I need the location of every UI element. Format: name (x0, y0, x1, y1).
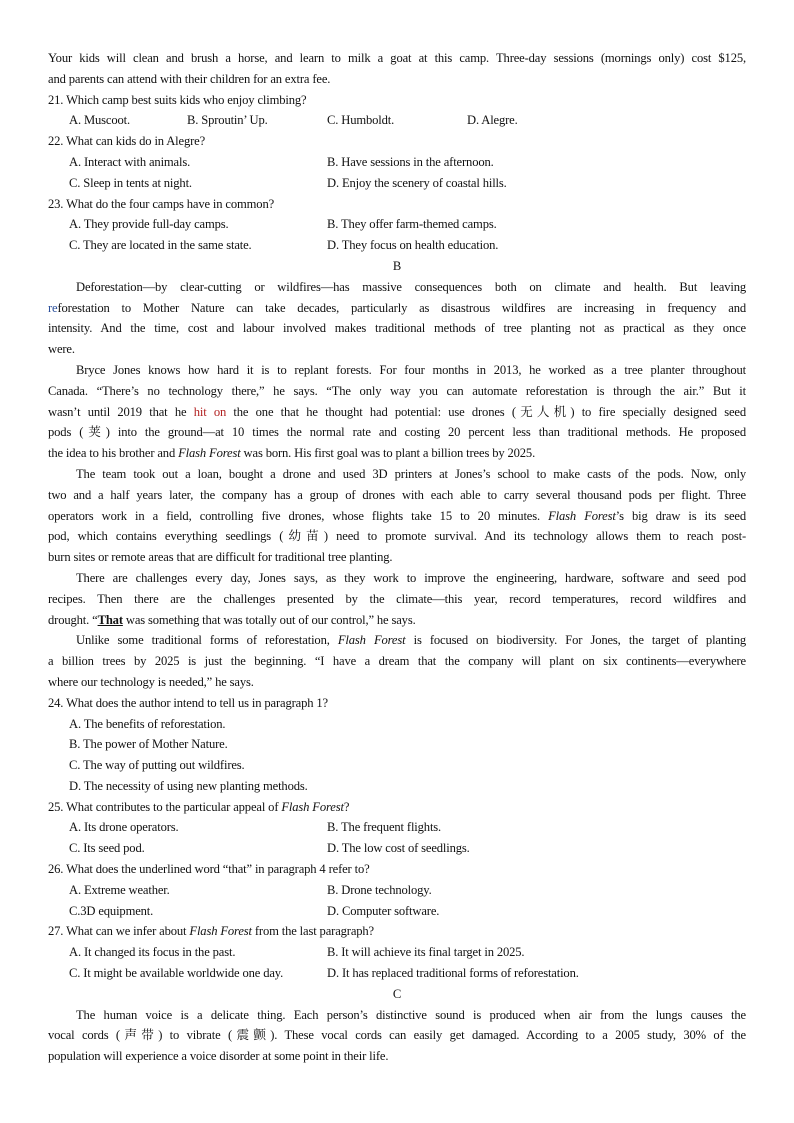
paragraph-line (48, 381, 746, 402)
answer-option: D. The necessity of using new planting methods. (69, 778, 308, 793)
text-run: pod, which contains everything seedlings (幼苗) need to promote survival. And its technology allows them to reach post- (48, 529, 746, 544)
question (48, 693, 746, 714)
paragraph-line (48, 298, 746, 319)
italic-title: Flash Forest (337, 633, 406, 648)
answer-option: C. Sleep in tents at night. (69, 175, 192, 190)
paragraph-line (48, 360, 746, 381)
answer-option: B. It will achieve its final target in 2025. (327, 945, 525, 960)
paragraph-line (48, 610, 746, 631)
text-run: and parents can attend with their children for an extra fee. (48, 71, 331, 86)
options-row (48, 152, 746, 173)
paragraph-line (48, 526, 746, 547)
answer-option: B. Drone technology. (327, 882, 432, 897)
text-run: 22. What can kids do in Alegre? (48, 134, 206, 149)
paragraph-line (48, 568, 746, 589)
answer-option: A. They provide full-day camps. (69, 217, 229, 232)
text-run: wasn’t until 2019 that he (48, 404, 194, 419)
text-run: forestation to Mother Nature can take decades, particularly as disastrous wildfires are increasing in frequency and (57, 300, 746, 315)
paragraph-line (48, 630, 746, 651)
text-run: drought. “ (48, 612, 98, 627)
text-run: Canada. “There’s no technology there,” he says. “The only way you can automate reforestation is through the air.” But it (48, 383, 746, 398)
options-row (48, 173, 746, 194)
answer-option: D. They focus on health education. (327, 238, 499, 253)
paragraph-line (48, 672, 746, 693)
paragraph-line (48, 547, 746, 568)
question (48, 797, 746, 818)
answer-option: A. Its drone operators. (69, 820, 179, 835)
paragraph-line (48, 1005, 746, 1026)
text-run: There are challenges every day, Jones says, as they work to improve the engineering, hardware, software and seed pod (76, 570, 746, 585)
text-run: recipes. Then there are the challenges presented by the climate—this year, record temperatures, record wildfires and (48, 591, 746, 606)
section-label: C (392, 986, 402, 1001)
highlighted-text: hit on (193, 404, 227, 419)
italic-title: Flash Forest (548, 508, 616, 523)
italic-title: Flash Forest (281, 799, 344, 814)
options-row (48, 901, 746, 922)
text-run: operators work in a field, controlling five drones, whose flights take 15 to 20 minutes. (48, 508, 549, 523)
answer-option: D. Alegre. (467, 113, 518, 128)
italic-title: Flash Forest (178, 446, 241, 461)
text-run: the one that he thought had potential: use drones (无人机) to fire specially designed seed (226, 404, 746, 419)
paragraph-line (48, 589, 746, 610)
paragraph-line (48, 48, 746, 69)
paragraph-line (48, 339, 746, 360)
question (48, 921, 746, 942)
paragraph-line (48, 277, 746, 298)
text-run: was born. His first goal was to plant a billion trees by 2025. (240, 446, 536, 461)
text-run: Unlike some traditional forms of reforestation, (76, 633, 338, 648)
text-run: 24. What does the author intend to tell us in paragraph 1? (48, 695, 328, 710)
text-run: Your kids will clean and brush a horse, and learn to milk a goat at this camp. Three-day sessions (mornings only) cost $125, (48, 51, 746, 65)
text-run: ? (343, 799, 350, 814)
question (48, 859, 746, 880)
text-run: were. (48, 342, 75, 357)
answer-option: A. The benefits of reforestation. (69, 716, 226, 731)
text-run: Bryce Jones knows how hard it is to replant forests. For four months in 2013, he worked as a tree planter throughout (76, 362, 746, 377)
text-run: intensity. And the time, cost and labour involved makes traditional methods of tree planting not as practical as they once (48, 321, 746, 336)
answer-option: D. The low cost of seedlings. (327, 841, 470, 856)
options-row (48, 110, 746, 131)
paragraph-line (48, 318, 746, 339)
question (48, 194, 746, 215)
text-run: population will experience a voice disorder at some point in their life. (48, 1049, 389, 1064)
paragraph-line (48, 464, 746, 485)
answer-option: C. Humboldt. (327, 113, 395, 128)
paragraph-line (48, 422, 746, 443)
text-run: Deforestation—by clear-cutting or wildfires—has massive consequences both on climate and health. But leaving (76, 279, 746, 294)
text-run: The human voice is a delicate thing. Each person’s distinctive sound is produced when air from the lungs causes the (76, 1007, 746, 1022)
text-run: 23. What do the four camps have in common? (48, 196, 275, 211)
answer-option: D. Computer software. (327, 903, 440, 918)
text-run: two and a half years later, the company has a group of drones with each able to carry several thousand pods per flight. Three (48, 487, 746, 502)
paragraph-line (48, 1046, 746, 1067)
answer-option: B. Have sessions in the afternoon. (327, 154, 494, 169)
text-run: the idea to his brother and (48, 446, 179, 461)
answer-option: C. Its seed pod. (69, 841, 145, 856)
answer-option: C. The way of putting out wildfires. (69, 758, 245, 773)
section-label: B (392, 258, 402, 273)
text-run: The team took out a loan, bought a drone and used 3D printers at Jones’s school to make casts of the pods. Now, only (76, 466, 746, 481)
answer-option: B. Sproutin’ Up. (187, 113, 268, 128)
options-row (48, 817, 746, 838)
options-row (48, 235, 746, 256)
question (48, 131, 746, 152)
answer-option: B. They offer farm-themed camps. (327, 217, 497, 232)
answer-option: A. Muscoot. (69, 113, 130, 128)
text-run: 27. What can we infer about (48, 924, 190, 939)
answer-option: A. Extreme weather. (69, 882, 170, 897)
text-run: 25. What contributes to the particular appeal of (48, 799, 282, 814)
answer-option: C. It might be available worldwide one day. (69, 966, 284, 981)
text-run: from the last paragraph? (251, 924, 374, 939)
options-row (48, 714, 746, 735)
options-row (48, 734, 746, 755)
answer-option: A. Interact with animals. (69, 154, 191, 169)
answer-option: A. It changed its focus in the past. (69, 945, 236, 960)
text-run: is focused on biodiversity. For Jones, the target of planting (405, 633, 746, 648)
options-row (48, 776, 746, 797)
text-run: pods (荚) into the ground—at 10 times the normal rate and costing 20 percent less than traditional methods. He proposed (48, 425, 746, 440)
text-run: 21. Which camp best suits kids who enjoy climbing? (48, 92, 307, 107)
text-run: was something that was totally out of our control,” he says. (122, 612, 416, 627)
options-row (48, 963, 746, 984)
answer-option: C. They are located in the same state. (69, 238, 252, 253)
question (48, 90, 746, 111)
options-row (48, 838, 746, 859)
paragraph-line (48, 485, 746, 506)
answer-option: D. It has replaced traditional forms of reforestation. (327, 966, 579, 981)
highlighted-text: re (48, 300, 58, 315)
text-run: burn sites or remote areas that are difficult for traditional tree planting. (48, 550, 393, 565)
paragraph-line (48, 651, 746, 672)
options-row (48, 880, 746, 901)
paragraph-line (48, 506, 746, 527)
italic-title: Flash Forest (189, 924, 252, 939)
answer-option: D. Enjoy the scenery of coastal hills. (327, 175, 507, 190)
document-page (48, 48, 746, 1067)
options-row (48, 214, 746, 235)
answer-option: B. The power of Mother Nature. (69, 737, 228, 752)
paragraph-line (48, 1025, 746, 1046)
paragraph-line (48, 402, 746, 423)
text-run: vocal cords (声带) to vibrate (震颤). These vocal cords can easily get damaged. According to a 2005 study, 30% of the (48, 1028, 746, 1043)
text-run: a billion trees by 2025 is just the beginning. “I have a dream that the company will plant on six continents—everywhere (48, 654, 746, 669)
text-run: 26. What does the underlined word “that” in paragraph 4 refer to? (48, 862, 370, 877)
underlined-word: That (97, 612, 123, 627)
answer-option: B. The frequent flights. (327, 820, 442, 835)
paragraph-line (48, 69, 746, 90)
paragraph-line (48, 443, 746, 464)
options-row (48, 942, 746, 963)
text-run: where our technology is needed,” he says. (48, 674, 254, 689)
options-row (48, 755, 746, 776)
answer-option: C.3D equipment. (69, 903, 154, 918)
text-run: ’s big draw is its seed (615, 508, 746, 523)
